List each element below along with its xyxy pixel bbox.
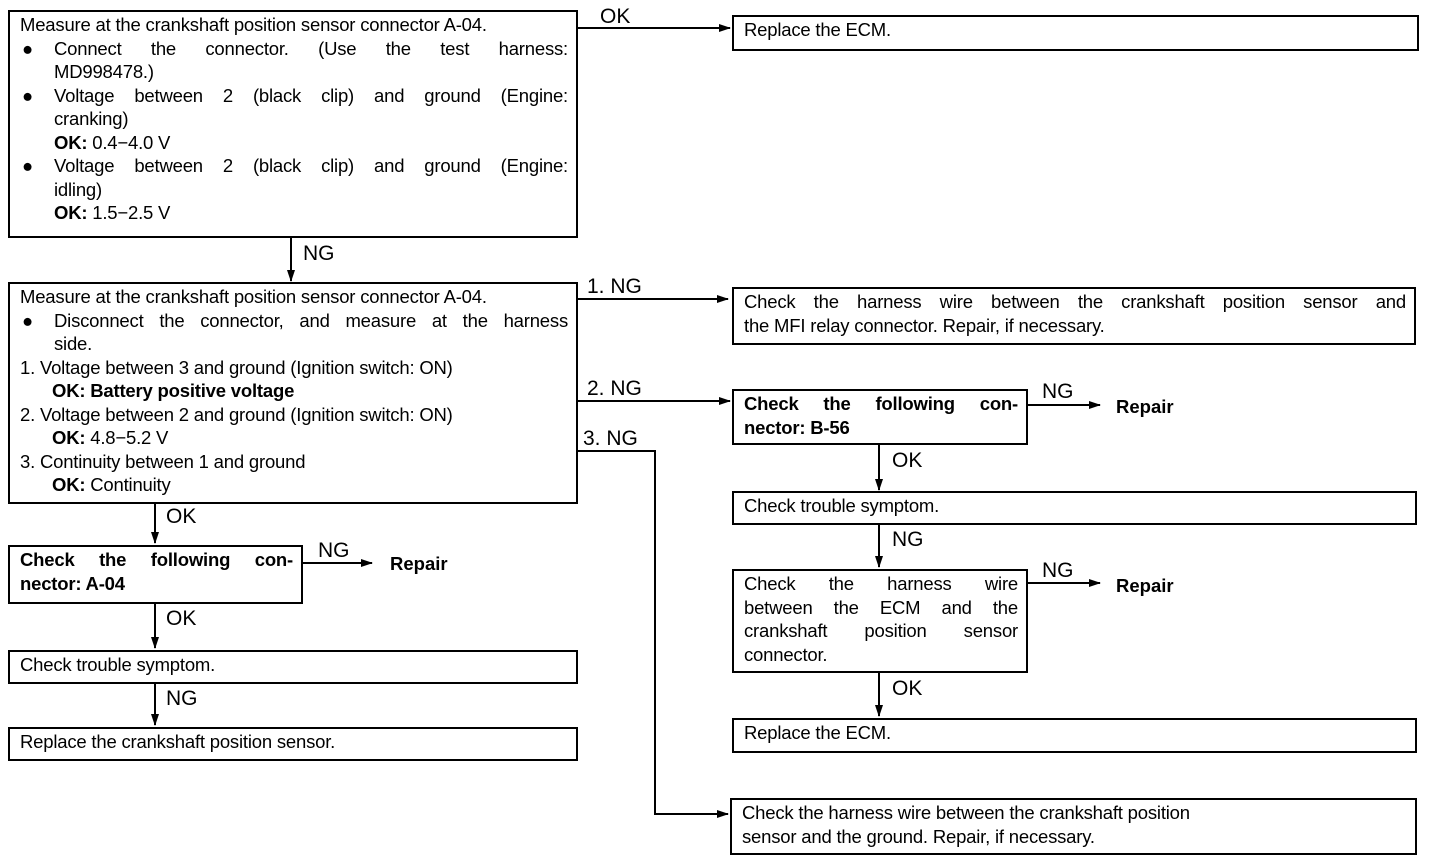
label-f-repair: Repair	[390, 553, 448, 574]
label-h-to-i: NG	[892, 528, 924, 551]
box-h-text: Check trouble symptom.	[744, 495, 940, 516]
label-e-to-h: OK	[892, 449, 923, 472]
box-a-bullet-2-line-1: Voltage between 2 (black clip) and ground (Engine:	[54, 84, 568, 106]
label-i-to-k: OK	[892, 677, 923, 700]
box-a-bullet-1	[20, 37, 568, 84]
ok-label: OK:	[52, 427, 86, 448]
label-f-repair-ng: NG	[318, 539, 350, 562]
box-g-text: Check trouble symptom.	[20, 654, 216, 675]
ok-label: OK:	[54, 202, 88, 223]
box-f-line-1: Check the following con-	[20, 549, 293, 570]
ok-value: Continuity	[90, 474, 171, 495]
box-i-line-1: Check the harness wire	[744, 573, 1018, 594]
box-i-line-4: connector.	[744, 643, 828, 665]
bullet-icon: ●	[22, 309, 33, 331]
box-j-text: Replace the crankshaft position sensor.	[20, 731, 336, 752]
bullet-icon: ●	[22, 84, 33, 106]
box-c-title: Measure at the crankshaft position sensor connector A-04.	[20, 286, 487, 307]
box-a-bullet-3-line-1: Voltage between 2 (black clip) and ground (Engine:	[54, 155, 568, 176]
arrow-c-to-l	[578, 451, 728, 814]
box-a-bullet-2	[20, 84, 568, 155]
box-c-item-2-ok	[20, 426, 568, 450]
box-l-line-1: Check the harness wire between the crankshaft position	[742, 802, 1190, 823]
label-c-to-e: 2. NG	[587, 377, 642, 400]
box-k-text: Replace the ECM.	[744, 722, 891, 743]
label-c-to-f: OK	[166, 505, 197, 528]
box-check-connector-a04	[8, 545, 303, 604]
box-l-line-2: sensor and the ground. Repair, if necessary.	[742, 825, 1095, 847]
label-c-to-d: 1. NG	[587, 275, 642, 298]
box-check-trouble-symptom-left	[8, 650, 578, 684]
box-check-harness-ecm	[732, 569, 1028, 673]
box-a-bullet-2-ok	[54, 131, 568, 155]
box-d-line-2: the MFI relay connector. Repair, if necessary.	[744, 314, 1105, 336]
ok-value: 0.4−4.0 V	[92, 131, 171, 153]
box-replace-sensor	[8, 727, 578, 761]
box-d-line-1: Check the harness wire between the crankshaft position sensor and	[744, 291, 1406, 312]
box-check-harness-ground	[730, 798, 1417, 855]
box-a-bullet-3	[20, 154, 568, 225]
box-f-line-2: nector: A-04	[20, 572, 125, 594]
ok-label: OK:	[54, 131, 88, 153]
box-i-line-2: between the ECM and the	[744, 596, 1018, 618]
box-check-trouble-symptom-right	[732, 491, 1417, 525]
box-a-bullet-1-line-2: MD998478.)	[54, 61, 154, 82]
box-a-title: Measure at the crankshaft position sensor connector A-04.	[20, 14, 487, 35]
label-e-repair-ng: NG	[1042, 380, 1074, 403]
box-e-line-2: nector: B-56	[744, 416, 850, 438]
box-a-bullet-3-line-2: idling)	[54, 178, 102, 200]
box-a-bullet-3-ok	[54, 201, 568, 225]
box-b-text: Replace the ECM.	[744, 19, 891, 40]
box-replace-ecm-top	[732, 15, 1419, 51]
box-a-bullet-1-line-1: Connect the connector. (Use the test harness:	[54, 37, 568, 59]
label-a-to-c: NG	[303, 242, 335, 265]
box-a-bullet-2-line-2: cranking)	[54, 108, 129, 129]
box-c-item-1-ok	[20, 379, 568, 403]
ok-value: Battery positive voltage	[90, 380, 295, 401]
box-e-line-1: Check the following con-	[744, 393, 1018, 414]
label-f-to-g: OK	[166, 607, 197, 630]
box-c-bullet	[20, 309, 568, 356]
bullet-icon: ●	[22, 37, 33, 59]
label-c-to-l: 3. NG	[583, 427, 638, 450]
box-i-line-3: crankshaft position sensor	[744, 620, 1018, 641]
box-c-item-2: 2. Voltage between 2 and ground (Ignition switch: ON)	[20, 403, 453, 425]
label-g-to-j: NG	[166, 687, 198, 710]
box-c-bullet-line-1: Disconnect the connector, and measure at the harness	[54, 309, 568, 331]
box-c-bullet-line-2: side.	[54, 333, 93, 354]
box-measure-connected	[8, 10, 578, 238]
ok-label: OK:	[52, 474, 86, 495]
box-c-item-3-ok	[20, 473, 568, 497]
ok-value: 1.5−2.5 V	[92, 202, 171, 223]
label-e-repair: Repair	[1116, 396, 1174, 417]
label-a-to-b: OK	[600, 5, 631, 28]
bullet-icon: ●	[22, 155, 33, 176]
box-c-item-3: 3. Continuity between 1 and ground	[20, 450, 306, 472]
label-i-repair: Repair	[1116, 575, 1174, 596]
ok-value: 4.8−5.2 V	[90, 427, 169, 448]
box-check-harness-mfi	[732, 287, 1416, 345]
box-measure-disconnected	[8, 282, 578, 504]
box-c-item-1: 1. Voltage between 3 and ground (Ignition switch: ON)	[20, 356, 453, 378]
label-i-repair-ng: NG	[1042, 559, 1074, 582]
ok-label: OK:	[52, 380, 86, 401]
box-check-connector-b56	[732, 389, 1028, 445]
box-replace-ecm-bottom	[732, 718, 1417, 753]
